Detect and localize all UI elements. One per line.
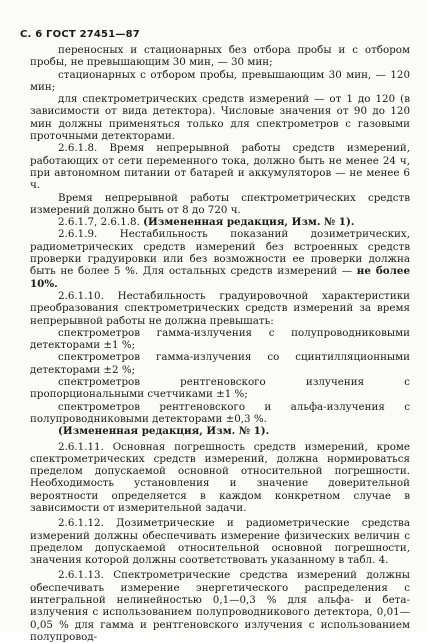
paragraph-prefix: 2.6.1.9. Нестабильность показаний дозиметрических, радиометрических средств измерений без встроенных средств проверки градуировки или без возможности ее проверки должна быть не более 5 %. Для остальных средств измерений — xyxy=(30,228,410,278)
paragraph: Время непрерывной работы спектрометрических средств измерений должно быть от 8 до 720 ч. xyxy=(30,191,410,216)
paragraph: 2.6.1.13. Спектрометрические средства измерений должны обеспечивать измерение энергетического распределения с интегральной нелинейностью 0,1—0,3 % для альфа- и бета-излучения с использованием полупроводникового детектора, 0,01—0,05 % для гамма и рентгеновского излучения с использованием полупровод- xyxy=(30,569,410,643)
paragraph: спектрометров гамма-излучения со сцинтилляционными детекторами ±2 %; xyxy=(30,351,410,376)
paragraph: спектрометров рентгеновского излучения с пропорциональными счетчиками ±1 %; xyxy=(30,376,410,401)
page-header: С. 6 ГОСТ 27451—87 xyxy=(20,29,140,40)
paragraph: 2.6.1.12. Дозиметрические и радиометрические средства измерений должны обеспечивать измерение физических величин с пределом допускаемой относительной основной погрешности, значения которой должны соответствовать указанному в табл. 4. xyxy=(30,517,410,567)
paragraph: стационарных с отбором пробы, превышающим 30 мин, — 120 мин; xyxy=(30,68,410,93)
amendment-note: (Измененная редакция, Изм. № 1). xyxy=(143,216,355,229)
amendment-note: (Измененная редакция, Изм. № 1). xyxy=(58,425,270,438)
paragraph: 2.6.1.11. Основная погрешность средств измерений, кроме спектрометрических средств измерений, должна нормироваться пределом допускаемой основной относительной погрешности. Необходимость установления и значение доверительной вероятности определяется в каждом конкретном случае в зависимости от измерительной задачи. xyxy=(30,440,410,514)
paragraph: 2.6.1.8. Время непрерывной работы средств измерений, работающих от сети переменного тока, должно быть не менее 24 ч, при автономном питании от батарей и аккумуляторов — не менее 6 ч. xyxy=(30,142,410,192)
paragraph-prefix: 2.6.1.7, 2.6.1.8. xyxy=(58,216,140,229)
paragraph: для спектрометрических средств измерений — от 1 до 120 (в зависимости от вида детектора). Числовые значения от 90 до 120 мин должны применяться только для спектрометров с газовыми проточными детекторами. xyxy=(30,93,410,143)
bold-limit: не более 10%. xyxy=(30,265,410,290)
paragraph: спектрометров рентгеновского и альфа-излучения с полупроводниковыми детекторами ±0,3 %. xyxy=(30,400,410,425)
paragraph xyxy=(30,216,410,228)
paragraph: спектрометров гамма-излучения с полупроводниковыми детекторами ±1 %; xyxy=(30,326,410,352)
paragraph xyxy=(30,228,410,289)
document-body xyxy=(30,44,410,643)
paragraph: 2.6.1.10. Нестабильность градуировочной характеристики преобразования спектрометрических средств измерений за время непрерывной работы не должна превышать: xyxy=(30,289,410,327)
paragraph: переносных и стационарных без отбора пробы и с отбором пробы, не превышающим 30 мин, — 30 мин; xyxy=(30,44,410,69)
